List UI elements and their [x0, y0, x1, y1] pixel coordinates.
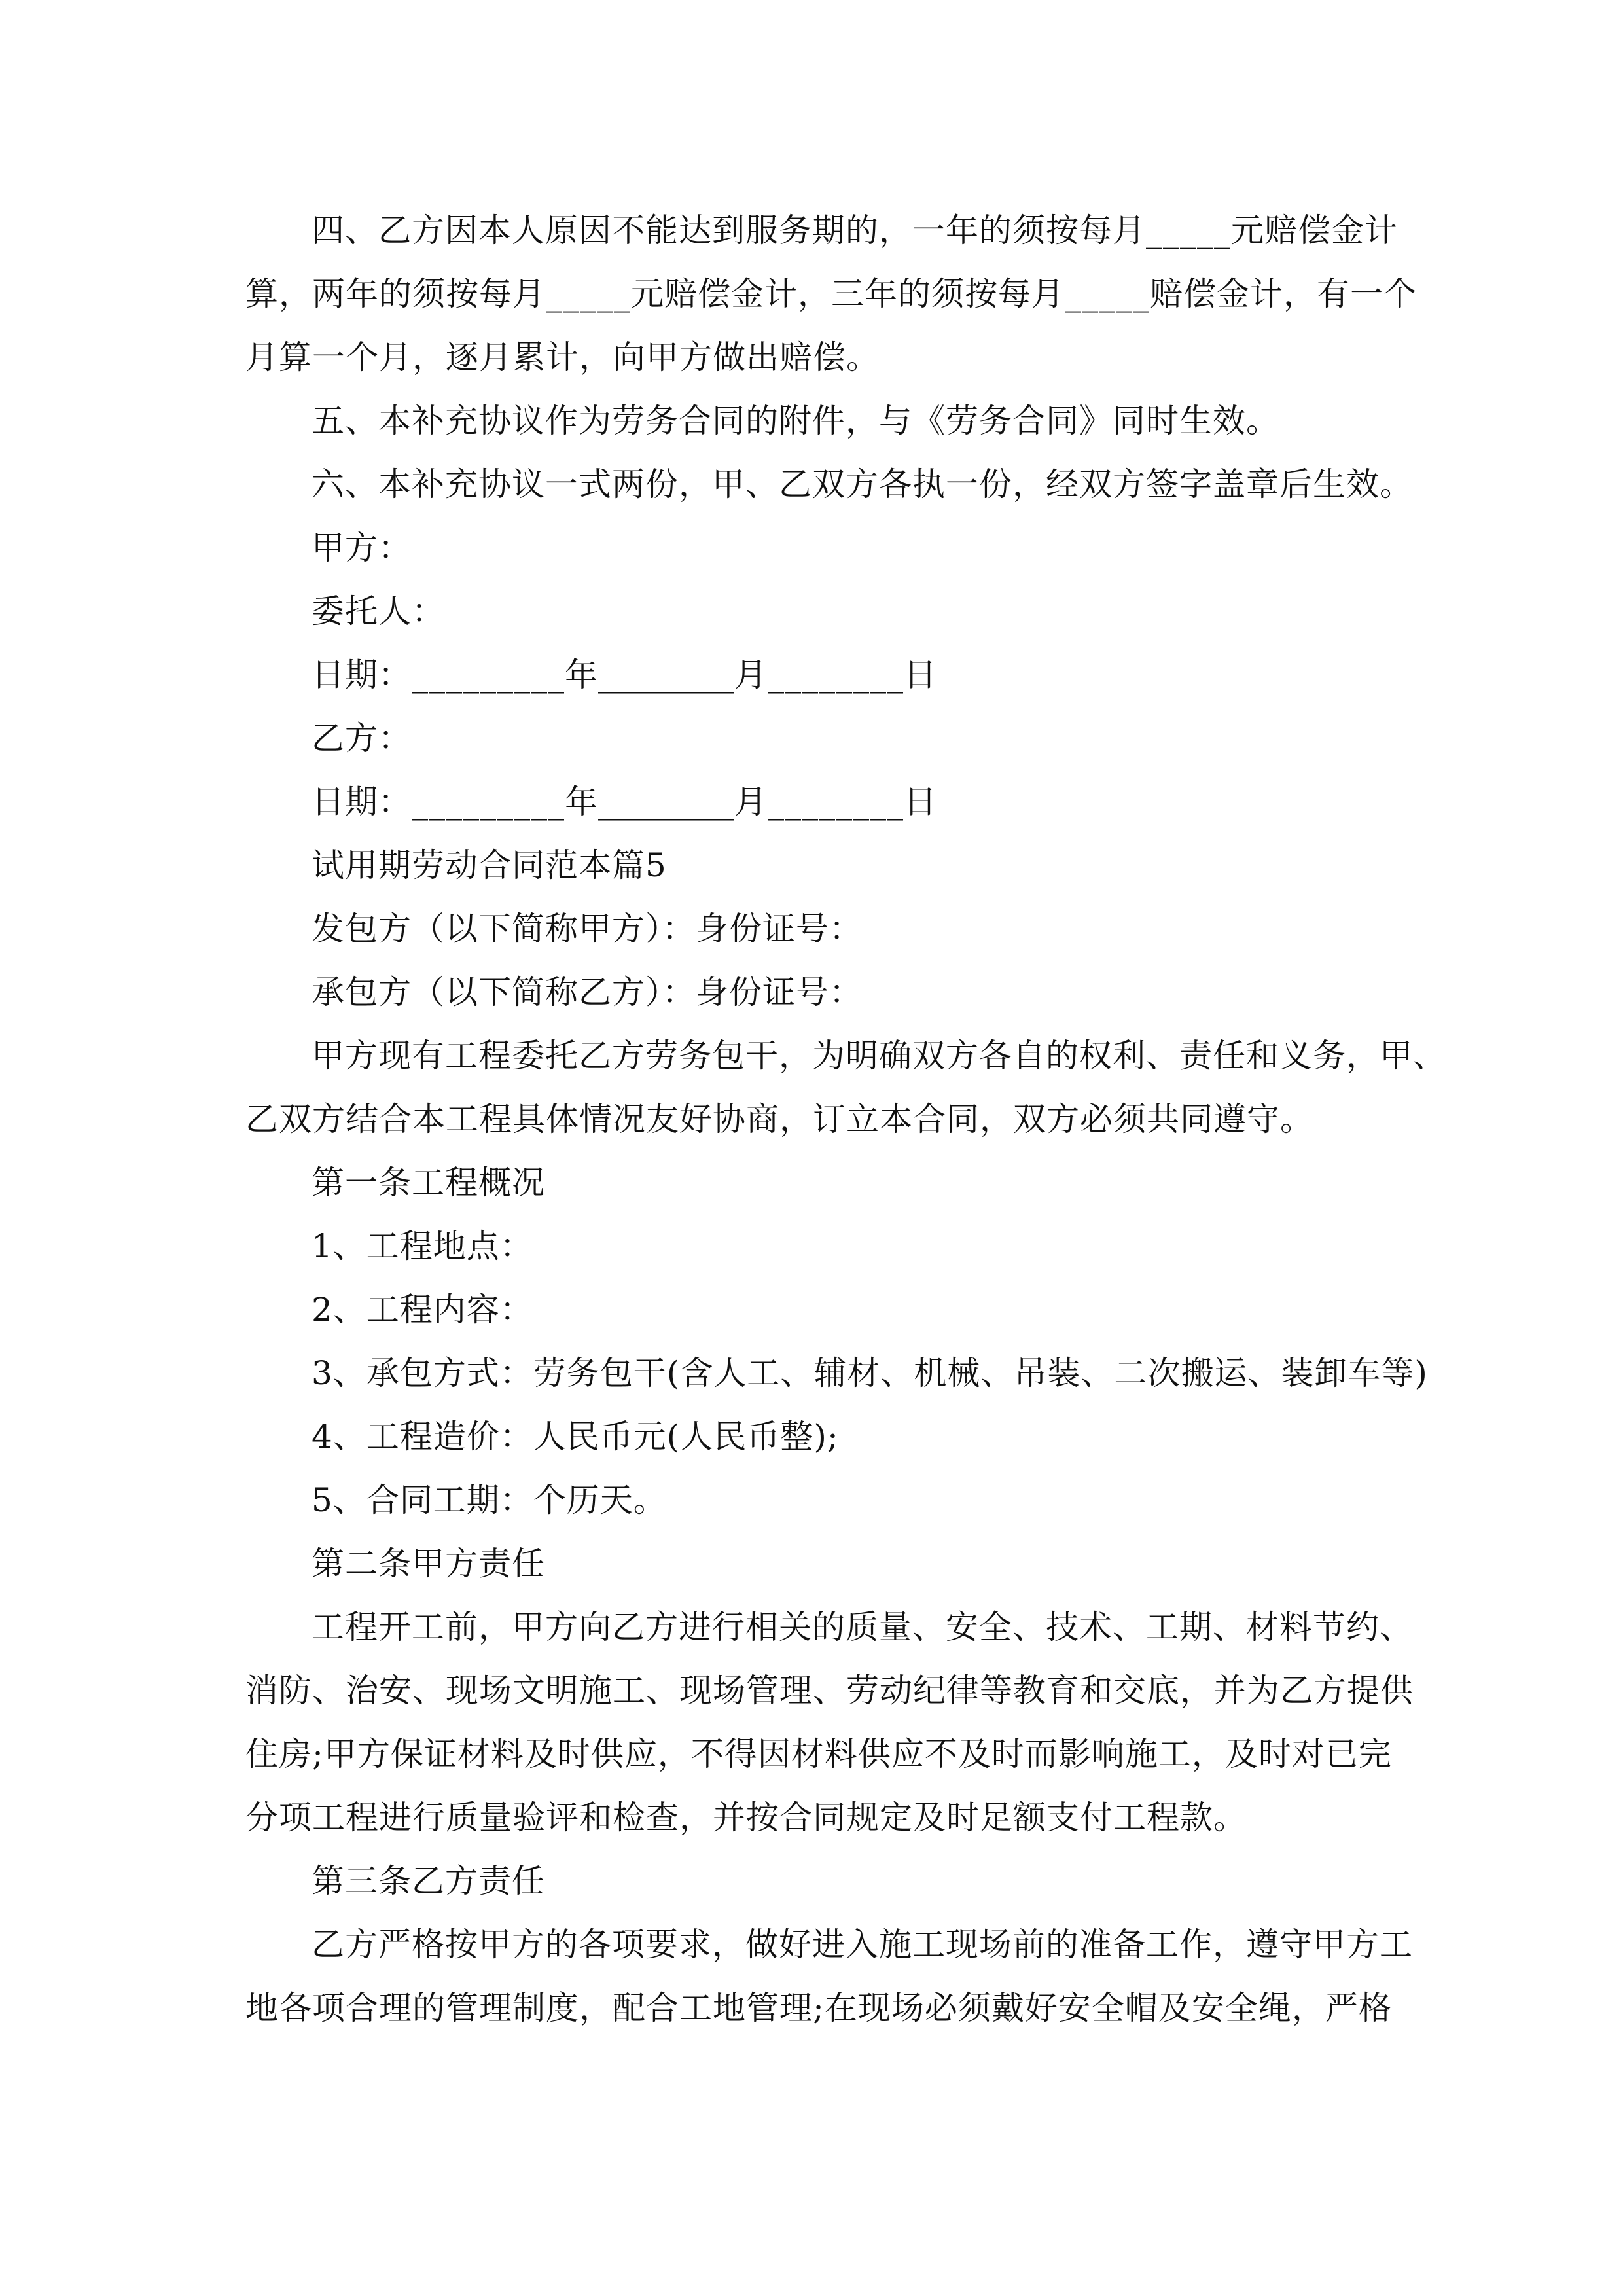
article-heading: 第三条乙方责任	[312, 1862, 545, 1900]
paragraph-line: 5、合同工期：个历天。	[312, 1481, 667, 1519]
paragraph-line: 消防、治安、现场文明施工、现场管理、劳动纪律等教育和交底，并为乙方提供	[245, 1672, 1414, 1710]
paragraph-line: 五、本补充协议作为劳务合同的附件，与《劳务合同》同时生效。	[312, 402, 1279, 440]
party-a-label: 甲方：	[312, 529, 412, 567]
paragraph-line: 2、工程内容：	[312, 1291, 533, 1329]
section-title: 试用期劳动合同范本篇5	[312, 846, 667, 884]
paragraph-line: 承包方（以下简称乙方）：身份证号：	[312, 973, 863, 1011]
paragraph-line: 四、乙方因本人原因不能达到服务期的，一年的须按每月_____元赔偿金计	[312, 211, 1398, 249]
date-line: 日期：_________年________月________日	[312, 656, 937, 694]
paragraph-line: 甲方现有工程委托乙方劳务包干，为明确双方各自的权利、责任和义务，甲、	[312, 1037, 1446, 1075]
paragraph-line: 工程开工前，甲方向乙方进行相关的质量、安全、技术、工期、材料节约、	[312, 1608, 1413, 1646]
paragraph-line: 发包方（以下简称甲方）：身份证号：	[312, 910, 863, 948]
paragraph-line: 乙方严格按甲方的各项要求，做好进入施工现场前的准备工作，遵守甲方工	[312, 1926, 1413, 1964]
paragraph-line: 算，两年的须按每月_____元赔偿金计，三年的须按每月_____赔偿金计，有一个	[245, 275, 1417, 313]
party-b-label: 乙方：	[312, 719, 412, 757]
paragraph-line: 4、工程造价：人民币元(人民币整);	[312, 1418, 839, 1456]
paragraph-line: 月算一个月，逐月累计，向甲方做出赔偿。	[245, 338, 880, 376]
paragraph-line: 六、本补充协议一式两份，甲、乙双方各执一份，经双方签字盖章后生效。	[312, 465, 1413, 503]
paragraph-line: 3、承包方式：劳务包干(含人工、辅材、机械、吊装、二次搬运、装卸车等)	[312, 1354, 1428, 1392]
paragraph-line: 乙双方结合本工程具体情况友好协商，订立本合同，双方必须共同遵守。	[245, 1100, 1313, 1138]
article-heading: 第一条工程概况	[312, 1164, 545, 1202]
article-heading: 第二条甲方责任	[312, 1545, 545, 1583]
paragraph-line: 分项工程进行质量验评和检查，并按合同规定及时足额支付工程款。	[245, 1799, 1247, 1837]
paragraph-line: 1、工程地点：	[312, 1227, 533, 1265]
paragraph-line: 地各项合理的管理制度，配合工地管理;在现场必须戴好安全帽及安全绳，严格	[245, 1989, 1392, 2027]
principal-label: 委托人：	[312, 592, 445, 630]
paragraph-line: 住房;甲方保证材料及时供应，不得因材料供应不及时而影响施工，及时对已完	[245, 1735, 1392, 1773]
date-line: 日期：_________年________月________日	[312, 783, 937, 821]
